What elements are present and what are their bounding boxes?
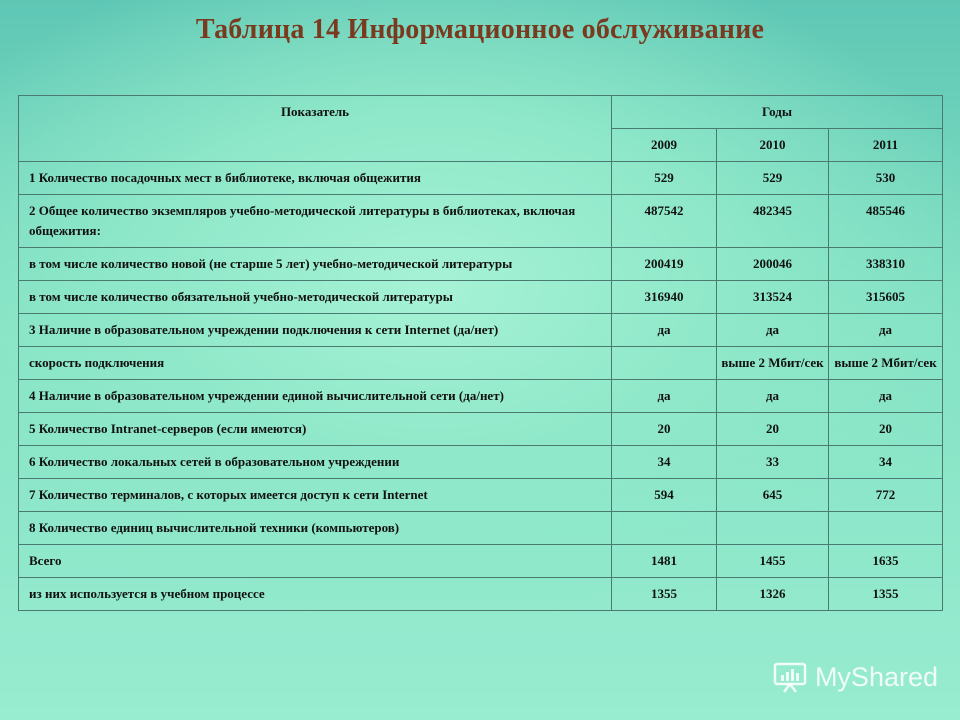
- row-value-2010: 20: [717, 413, 829, 446]
- presentation-chart-icon: [773, 660, 807, 694]
- table-row: [19, 347, 943, 380]
- row-value-2011: да: [829, 314, 943, 347]
- row-value-2011: 20: [829, 413, 943, 446]
- row-label: 1 Количество посадочных мест в библиотеке, включая общежития: [19, 162, 612, 195]
- row-value-2009: 316940: [612, 281, 717, 314]
- row-label: скорость подключения: [19, 347, 612, 380]
- table-row: [19, 413, 943, 446]
- row-value-2010: выше 2 Мбит/сек: [717, 347, 829, 380]
- row-value-2010: 313524: [717, 281, 829, 314]
- table-row: [19, 195, 943, 248]
- row-value-2011: 1635: [829, 545, 943, 578]
- table-row: [19, 512, 943, 545]
- table-row: [19, 479, 943, 512]
- header-years: Годы: [612, 96, 943, 129]
- row-value-2009: 200419: [612, 248, 717, 281]
- table-row: [19, 281, 943, 314]
- table-row: [19, 380, 943, 413]
- row-value-2009: 487542: [612, 195, 717, 248]
- row-value-2010: 200046: [717, 248, 829, 281]
- row-value-2011: [829, 512, 943, 545]
- table-row: [19, 248, 943, 281]
- row-value-2010: 1326: [717, 578, 829, 611]
- row-value-2010: 33: [717, 446, 829, 479]
- row-value-2010: 482345: [717, 195, 829, 248]
- row-label: 8 Количество единиц вычислительной техники (компьютеров): [19, 512, 612, 545]
- row-value-2011: 1355: [829, 578, 943, 611]
- row-value-2011: 338310: [829, 248, 943, 281]
- table-row: [19, 446, 943, 479]
- row-label: 3 Наличие в образовательном учреждении подключения к сети Internet (да/нет): [19, 314, 612, 347]
- row-value-2009: да: [612, 314, 717, 347]
- table-row: [19, 162, 943, 195]
- row-value-2009: 1481: [612, 545, 717, 578]
- row-value-2011: 315605: [829, 281, 943, 314]
- row-value-2010: [717, 512, 829, 545]
- row-value-2009: да: [612, 380, 717, 413]
- row-value-2011: 485546: [829, 195, 943, 248]
- row-value-2010: да: [717, 380, 829, 413]
- table-row: [19, 545, 943, 578]
- table-body: [19, 162, 943, 611]
- row-value-2011: 772: [829, 479, 943, 512]
- row-value-2010: 1455: [717, 545, 829, 578]
- row-value-2009: 34: [612, 446, 717, 479]
- row-label: в том числе количество новой (не старше 5 лет) учебно-методической литературы: [19, 248, 612, 281]
- row-value-2009: 20: [612, 413, 717, 446]
- row-value-2011: 530: [829, 162, 943, 195]
- row-value-2011: 34: [829, 446, 943, 479]
- row-value-2009: [612, 512, 717, 545]
- row-label: 7 Количество терминалов, с которых имеется доступ к сети Internet: [19, 479, 612, 512]
- row-value-2011: выше 2 Мбит/сек: [829, 347, 943, 380]
- row-value-2009: 529: [612, 162, 717, 195]
- row-value-2010: 529: [717, 162, 829, 195]
- row-label: 2 Общее количество экземпляров учебно-методической литературы в библиотеках, включая общежития:: [19, 195, 612, 248]
- row-value-2010: 645: [717, 479, 829, 512]
- table-row: [19, 578, 943, 611]
- row-value-2011: да: [829, 380, 943, 413]
- row-label: из них используется в учебном процессе: [19, 578, 612, 611]
- row-label: Всего: [19, 545, 612, 578]
- row-label: в том числе количество обязательной учебно-методической литературы: [19, 281, 612, 314]
- year-2009: 2009: [612, 129, 717, 162]
- row-label: 4 Наличие в образовательном учреждении единой вычислительной сети (да/нет): [19, 380, 612, 413]
- row-value-2009: 1355: [612, 578, 717, 611]
- table-row: [19, 314, 943, 347]
- row-label: 5 Количество Intranet-серверов (если имеются): [19, 413, 612, 446]
- watermark-text: MyShared: [814, 661, 938, 692]
- row-value-2009: 594: [612, 479, 717, 512]
- page-title: Таблица 14 Информационное обслуживание: [195, 14, 765, 45]
- row-label: 6 Количество локальных сетей в образовательном учреждении: [19, 446, 612, 479]
- year-2010: 2010: [717, 129, 829, 162]
- year-2011: 2011: [829, 129, 943, 162]
- header-indicator: Показатель: [19, 96, 612, 162]
- table-header-row: [19, 96, 943, 129]
- watermark: [773, 660, 938, 694]
- info-service-table: [18, 95, 943, 611]
- row-value-2010: да: [717, 314, 829, 347]
- row-value-2009: [612, 347, 717, 380]
